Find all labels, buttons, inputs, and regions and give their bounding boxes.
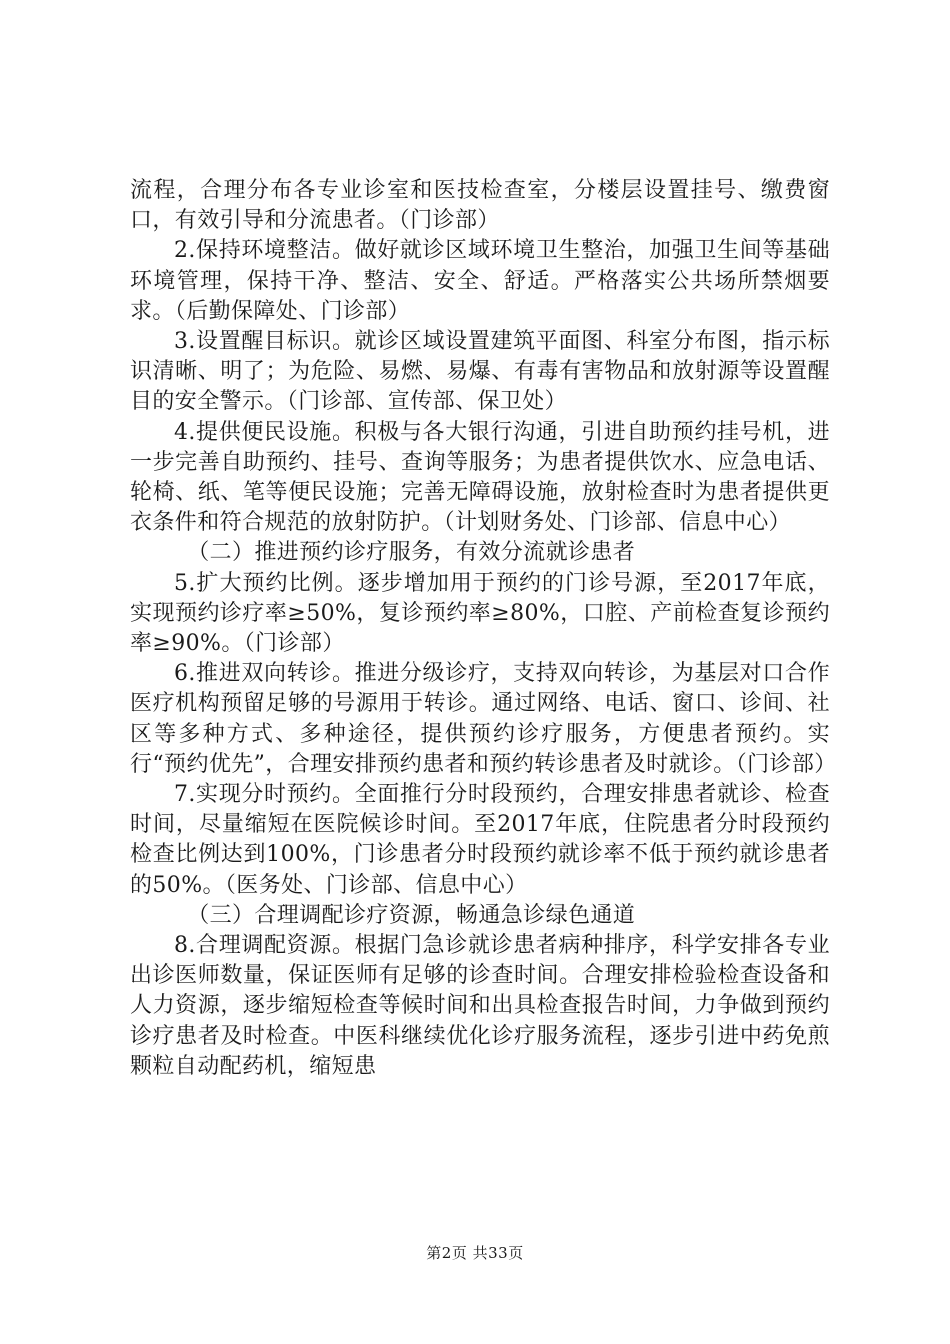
paragraph-continuation: 流程，合理分布各专业诊室和医技检查室，分楼层设置挂号、缴费窗口，有效引导和分流患者。（门诊部） (130, 178, 830, 234)
paragraph-item-3: 3.设置醒目标识。就诊区域设置建筑平面图、科室分布图，指示标识清晰、明了；为危险、易燃、易爆、有毒有害物品和放射源等设置醒目的安全警示。（门诊部、宣传部、保卫处） (130, 329, 830, 415)
document-body (130, 176, 837, 1082)
paragraph-item-5: 5.扩大预约比例。逐步增加用于预约的门诊号源，至2017年底，实现预约诊疗率≥50%，复诊预约率≥80%，口腔、产前检查复诊预约率≥90%。（门诊部） (130, 570, 830, 657)
page-footer: 第2页 共33页 (426, 1244, 524, 1262)
section-heading-2: （二）推进预约诊疗服务，有效分流就诊患者 (187, 540, 636, 566)
paragraph-item-8: 8.合理调配资源。根据门急诊就诊患者病种排序，科学安排各专业出诊医师数量，保证医师有足够的诊查时间。合理安排检验检查设备和人力资源，逐步缩短检查等候时间和出具检查报告时间，力争做到预约诊疗患者及时检查。中医科继续优化诊疗服务流程，逐步引进中药免煎颗粒自动配药机，缩短患 (130, 933, 830, 1079)
paragraph-item-7: 7.实现分时预约。全面推行分时段预约，合理安排患者就诊、检查时间，尽量缩短在医院候诊时间。至2017年底，住院患者分时段预约检查比例达到100%，门诊患者分时段预约就诊率不低于预约就诊患者的50%。（医务处、门诊部、信息中心） (130, 782, 830, 898)
paragraph-item-6: 6.推进双向转诊。推进分级诊疗，支持双向转诊，为基层对口合作医疗机构预留足够的号源用于转诊。通过网络、电话、窗口、诊间、社区等多种方式、多种途径，提供预约诊疗服务，方便患者预约。实行“预约优先”，合理安排预约患者和预约转诊患者及时就诊。（门诊部） (130, 661, 837, 777)
section-heading-3: （三）合理调配诊疗资源，畅通急诊绿色通道 (187, 902, 636, 928)
paragraph-item-2: 2.保持环境整洁。做好就诊区域环境卫生整治，加强卫生间等基础环境管理，保持干净、整洁、安全、舒适。严格落实公共场所禁烟要求。（后勤保障处、门诊部） (130, 238, 830, 324)
paragraph-item-4: 4.提供便民设施。积极与各大银行沟通，引进自助预约挂号机，进一步完善自助预约、挂号、查询等服务；为患者提供饮水、应急电话、轮椅、纸、笔等便民设施；完善无障碍设施，放射检查时为患者提供更衣条件和符合规范的放射防护。（计划财务处、门诊部、信息中心） (130, 419, 830, 536)
